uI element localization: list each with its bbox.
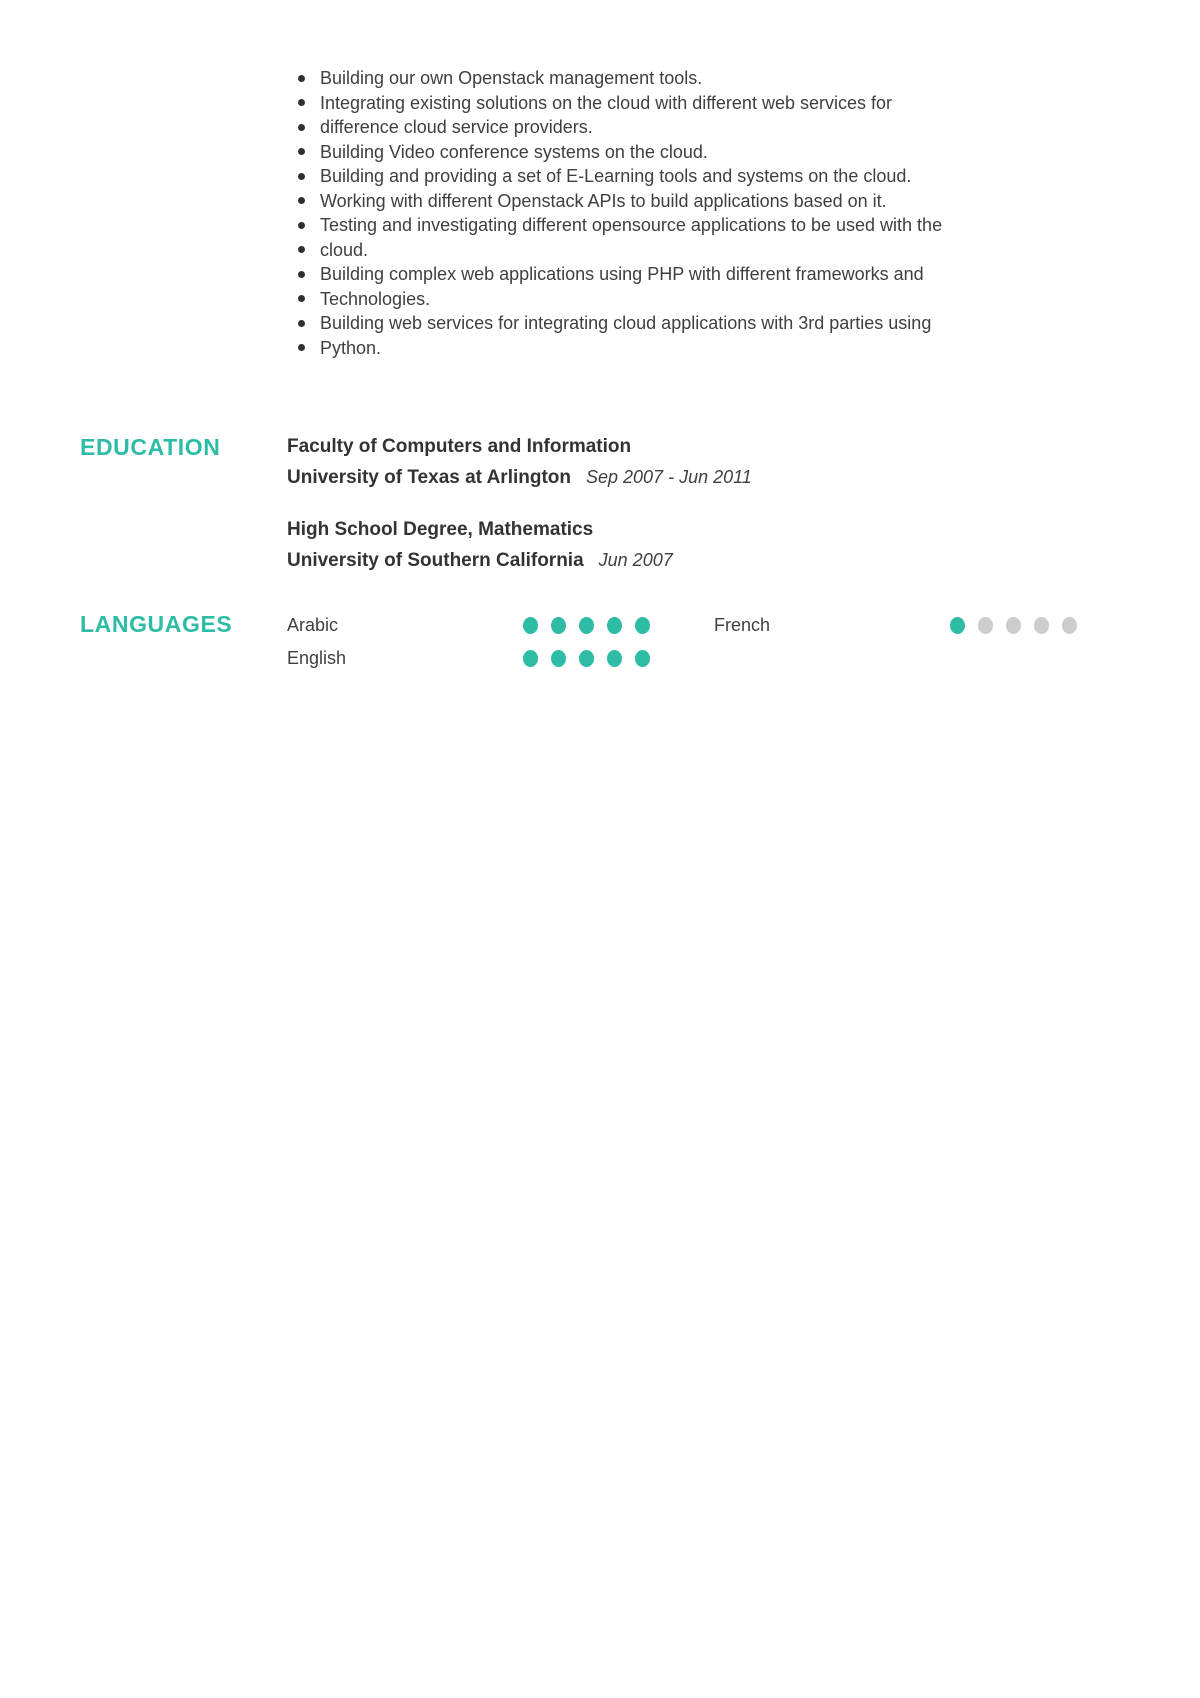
level-dot-empty-icon [1006,617,1021,634]
education-entries [287,432,1087,577]
bullet-text: Building and providing a set of E-Learning tools and systems on the cloud. [320,166,912,186]
bullet-icon [298,173,305,180]
degree-title: High School Degree, Mathematics [287,519,594,540]
language-item [287,609,714,642]
bullet-item [287,262,1047,287]
level-dot-empty-icon [978,617,993,634]
bullet-text: cloud. [320,239,369,260]
language-level-dots [523,617,650,634]
level-dot-filled-icon [551,650,566,667]
bullet-item [287,238,1047,263]
bullet-text: Working with different Openstack APIs to build applications based on it. [320,190,887,211]
school-name: University of Texas at Arlington [287,467,571,488]
languages-grid [287,609,1147,675]
education-entry-line2 [287,462,1087,494]
bullet-icon [298,246,305,253]
bullet-item [287,115,1047,140]
language-level-dots [523,650,650,667]
language-name: English [287,648,347,668]
language-level-dots [950,617,1077,634]
level-dot-filled-icon [635,650,650,667]
bullet-icon [298,197,305,204]
bullet-item [287,213,1047,238]
language-item [287,642,714,675]
education-section-heading: EDUCATION [80,434,221,460]
level-dot-filled-icon [579,650,594,667]
bullet-text: Python. [320,337,382,358]
bullet-text: Technologies. [320,288,431,309]
bullet-icon [298,344,305,351]
level-dot-filled-icon [523,650,538,667]
bullet-item [287,189,1047,214]
level-dot-empty-icon [1034,617,1049,634]
bullet-text: Building our own Openstack management tools. [320,68,703,88]
level-dot-filled-icon [523,617,538,634]
education-entry-line2 [287,545,1087,577]
education-dates: Sep 2007 - Jun 2011 [586,467,752,487]
language-name: Arabic [287,615,339,635]
school-name: University of Southern California [287,550,584,571]
bullet-text: Building web services for integrating cloud applications with 3rd parties using [320,313,932,333]
bullet-icon [298,271,305,278]
bullet-icon [298,148,305,155]
bullet-item [287,287,1047,312]
bullet-icon [298,222,305,229]
level-dot-filled-icon [607,617,622,634]
bullet-item [287,66,1047,91]
language-name: French [714,615,771,635]
bullet-text: Testing and investigating different opensource applications to be used with the [320,215,943,235]
bullet-item [287,91,1047,116]
level-dot-filled-icon [950,617,965,634]
education-entry [287,515,1087,577]
level-dot-empty-icon [1062,617,1077,634]
education-entry [287,432,1087,494]
bullet-item [287,311,1047,336]
bullet-text: Integrating existing solutions on the cloud with different web services for [320,92,892,113]
bullet-text: difference cloud service providers. [320,117,593,137]
level-dot-filled-icon [607,650,622,667]
bullet-item [287,140,1047,165]
bullet-icon [298,124,305,131]
bullet-text: Building Video conference systems on the cloud. [320,141,708,162]
level-dot-filled-icon [635,617,650,634]
language-item [714,609,1147,642]
degree-title: Faculty of Computers and Information [287,436,632,457]
bullet-item [287,336,1047,361]
bullet-icon [298,99,305,106]
bullet-text: Building complex web applications using PHP with different frameworks and [320,264,924,284]
bullet-icon [298,295,305,302]
experience-bullet-list [287,66,1047,360]
level-dot-filled-icon [579,617,594,634]
level-dot-filled-icon [551,617,566,634]
languages-section-heading: LANGUAGES [80,611,233,637]
bullet-icon [298,75,305,82]
education-dates: Jun 2007 [598,550,673,570]
bullet-item [287,164,1047,189]
bullet-icon [298,320,305,327]
